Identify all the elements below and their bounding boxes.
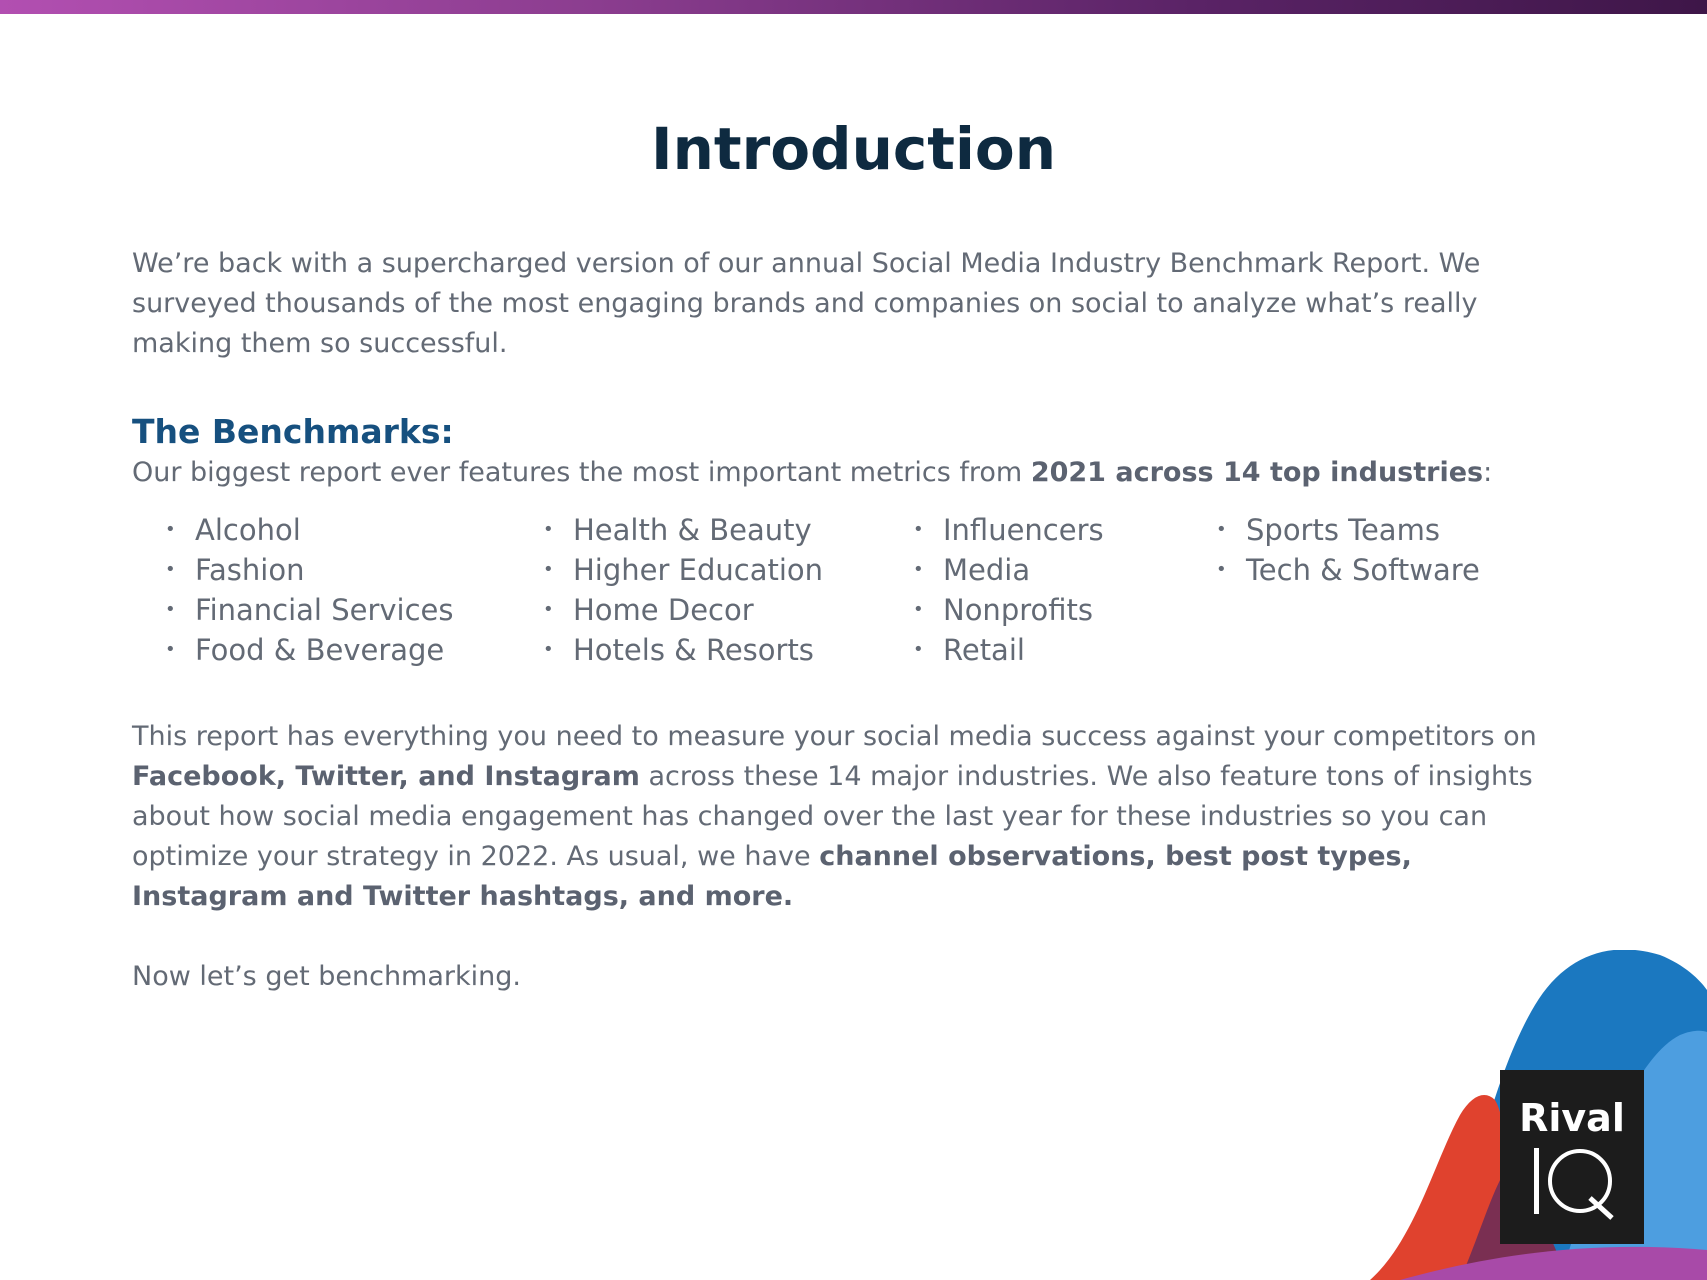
body-text-1: This report has everything you need to measure your social media success against your competitors on <box>132 721 1537 752</box>
industry-label: Tech & Software <box>1246 553 1480 587</box>
industry-label: Media <box>943 553 1031 587</box>
lead-bold-text: 2021 across 14 top industries <box>1030 457 1484 488</box>
industry-label: Higher Education <box>573 553 824 587</box>
bullet-icon: • <box>913 559 924 580</box>
bullet-icon: • <box>913 519 924 540</box>
bullet-icon: • <box>913 599 924 620</box>
lead-text: Our biggest report ever features the most important metrics from <box>132 457 1031 488</box>
benchmarks-heading: The Benchmarks: <box>132 412 454 451</box>
bullet-icon: • <box>543 519 554 540</box>
industry-item <box>132 550 454 590</box>
bullet-icon: • <box>1216 559 1227 580</box>
logo-text-iq <box>1530 1142 1620 1222</box>
closing-line: Now let’s get benchmarking. <box>132 961 521 992</box>
industry-label: Health & Beauty <box>573 513 812 547</box>
industry-item <box>132 630 454 670</box>
industry-label: Influencers <box>943 513 1104 547</box>
industry-column-1 <box>132 510 454 670</box>
bullet-icon: • <box>543 639 554 660</box>
industry-item <box>880 630 1104 670</box>
industry-label: Nonprofits <box>943 593 1093 627</box>
industry-label: Retail <box>943 633 1025 667</box>
industry-label: Hotels & Resorts <box>573 633 814 667</box>
body-text-2: across these 14 major industries. We also feature tons of insights about how social media engagement has changed over the last year for these industries so you can optimize your strategy in 2022. As usual, we have <box>132 761 1533 872</box>
industry-item <box>510 590 823 630</box>
industry-item <box>880 590 1104 630</box>
industry-label: Fashion <box>195 553 305 587</box>
industry-item <box>510 630 823 670</box>
industry-label: Financial Services <box>195 593 454 627</box>
page-title: Introduction <box>651 115 1056 183</box>
main-content <box>132 244 1572 997</box>
industry-list <box>132 510 1572 682</box>
industry-item <box>1183 510 1480 550</box>
industry-item <box>510 550 823 590</box>
bullet-icon: • <box>165 519 176 540</box>
benchmarks-lead <box>132 453 1572 493</box>
industry-item <box>1183 550 1480 590</box>
industry-column-2 <box>510 510 823 670</box>
lead-end: : <box>1483 457 1493 488</box>
industry-label: Sports Teams <box>1246 513 1440 547</box>
industry-item <box>132 510 454 550</box>
logo-text-rival: Rival <box>1519 1096 1625 1140</box>
bullet-icon: • <box>165 559 176 580</box>
industry-item <box>132 590 454 630</box>
body-bold-2: channel observations, best post types, Instagram and Twitter hashtags, and more. <box>132 841 1412 912</box>
industry-label: Home Decor <box>573 593 754 627</box>
bullet-icon: • <box>913 639 924 660</box>
industry-item <box>880 510 1104 550</box>
industry-column-3 <box>880 510 1104 670</box>
bullet-icon: • <box>1216 519 1227 540</box>
industry-label: Food & Beverage <box>195 633 445 667</box>
bullet-icon: • <box>165 599 176 620</box>
body-bold-1: Facebook, Twitter, and Instagram <box>132 761 640 792</box>
top-accent-bar <box>0 0 1707 14</box>
industry-column-4 <box>1183 510 1480 590</box>
bullet-icon: • <box>165 639 176 660</box>
industry-label: Alcohol <box>195 513 301 547</box>
body-paragraph <box>132 717 1572 917</box>
intro-paragraph: We’re back with a supercharged version of our annual Social Media Industry Benchmark Report. We surveyed thousands of the most engaging brands and companies on social to analyze what’s really making them so successful. <box>132 248 1481 359</box>
bullet-icon: • <box>543 599 554 620</box>
bullet-icon: • <box>543 559 554 580</box>
industry-item <box>880 550 1104 590</box>
rival-iq-logo <box>1500 1070 1644 1244</box>
svg-text:IQ: IQ <box>1530 1142 1532 1143</box>
industry-item <box>510 510 823 550</box>
